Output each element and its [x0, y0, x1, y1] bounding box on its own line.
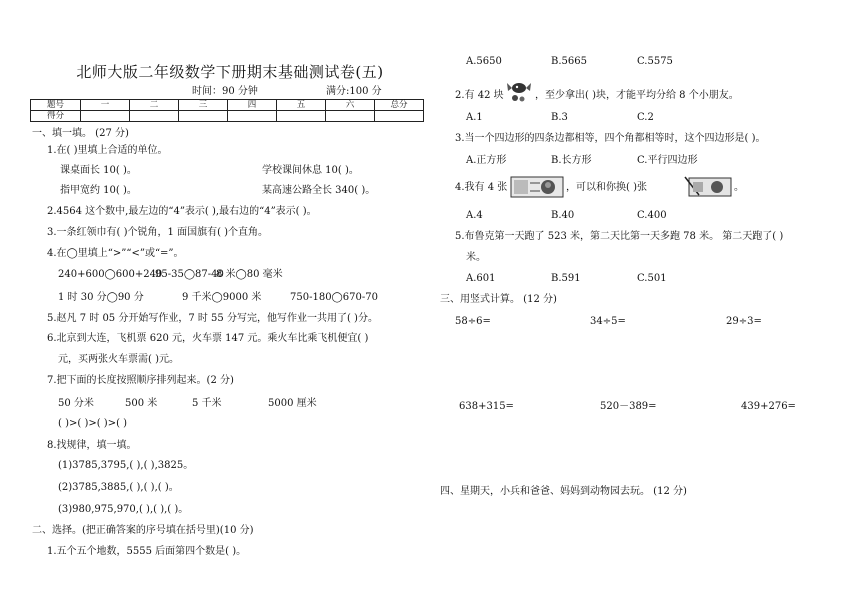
q7-length-3: 5 千米	[192, 398, 222, 409]
q2-1-option-c: C.5575	[637, 56, 673, 67]
score-cell[interactable]	[228, 111, 277, 122]
score-cell[interactable]	[277, 111, 326, 122]
question-1-3: 3.一条红领巾有( )个锐角，1 面国旗有( )个直角。	[47, 227, 269, 238]
q2-4-option-a: A.4	[466, 210, 483, 221]
q4-compare-e: 9 千米◯9000 米	[182, 292, 262, 303]
section-1-heading: 一、填一填。 (27 分)	[32, 128, 129, 139]
section-3-heading: 三、用竖式计算。 (12 分)	[440, 294, 557, 305]
q8-pattern-1: (1)3785,3795,( ),( ),3825。	[58, 460, 194, 471]
q1-blank-a: 课桌面长 10( )。	[60, 165, 137, 176]
calc-item: 520－389=	[600, 401, 657, 412]
score-header-cell: 四	[228, 100, 277, 111]
q1-blank-c: 指甲宽约 10( )。	[60, 185, 137, 196]
question-2-2-pre: 2.有 42 块	[455, 90, 504, 101]
exam-time: 时间：90 分钟	[192, 86, 258, 97]
section-4-heading: 四、星期天，小兵和爸爸、妈妈到动物园去玩。 (12 分)	[440, 486, 687, 497]
question-2-4-end: 。	[734, 182, 744, 193]
q1-blank-b: 学校课间休息 10( )。	[262, 165, 359, 176]
score-cell[interactable]	[81, 111, 130, 122]
question-2-5-cont: 米。	[466, 252, 486, 263]
question-1-5: 5.赵凡 7 时 05 分开始写作业，7 时 55 分写完，他写作业一共用了( )分。	[47, 313, 378, 324]
q8-pattern-2: (2)3785,3885,( ),( ),( )。	[58, 482, 179, 493]
question-1-6: 6.北京到大连，飞机票 620 元，火车票 147 元。乘火车比乘飞机便宜( )	[47, 333, 369, 344]
q4-compare-d: 1 时 30 分◯90 分	[58, 292, 144, 303]
score-header-cell: 五	[277, 100, 326, 111]
score-header-cell: 三	[179, 100, 228, 111]
q7-length-4: 5000 厘米	[268, 398, 317, 409]
question-2-5: 5.布鲁克第一天跑了 523 米，第二天比第一天多跑 78 米。 第二天跑了( )	[455, 231, 784, 242]
score-header-cell: 题号	[31, 100, 81, 111]
score-cell[interactable]	[130, 111, 179, 122]
q2-2-option-a: A.1	[466, 112, 483, 123]
question-1-1: 1.在( )里填上合适的单位。	[47, 145, 168, 156]
calc-item: 58÷6=	[455, 316, 491, 327]
score-header-cell: 六	[326, 100, 375, 111]
q2-2-option-c: C.2	[637, 112, 654, 123]
question-1-7: 7.把下面的长度按照顺序排列起来。(2 分)	[47, 375, 234, 386]
q8-pattern-3: (3)980,975,970,( ),( ),( )。	[58, 504, 189, 515]
q7-length-2: 500 米	[125, 398, 158, 409]
q4-compare-f: 750-180◯670-70	[290, 292, 378, 303]
q7-length-1: 50 分米	[58, 398, 94, 409]
score-row-label: 得分	[31, 111, 81, 122]
q2-3-option-b: B.长方形	[551, 155, 592, 166]
q2-4-option-b: B.40	[551, 210, 575, 221]
q4-compare-a: 240+600◯600+240	[58, 269, 163, 280]
candy-icon	[505, 76, 533, 104]
score-cell[interactable]	[179, 111, 228, 122]
q2-5-option-c: C.501	[637, 273, 667, 284]
q2-2-option-b: B.3	[551, 112, 568, 123]
question-1-2: 2.4564 这个数中,最左边的“4”表示( ),最右边的“4”表示( )。	[47, 206, 317, 217]
q7-order-blanks: ( )>( )>( )>( )	[58, 418, 128, 429]
banknote-icon	[510, 175, 564, 199]
q4-compare-b: 95-35◯87-40	[155, 269, 224, 280]
q2-5-option-a: A.601	[466, 273, 496, 284]
question-1-4: 4.在◯里填上“>”“<”或“=”。	[47, 248, 184, 259]
calc-item: 439+276=	[741, 401, 796, 412]
calc-item: 638+315=	[459, 401, 514, 412]
calc-item: 29÷3=	[726, 316, 762, 327]
q2-5-option-b: B.591	[551, 273, 581, 284]
question-2-2-post: ，至少拿出( )块，才能平均分给 8 个小朋友。	[535, 90, 739, 101]
score-header-cell: 二	[130, 100, 179, 111]
calc-item: 34÷5=	[590, 316, 626, 327]
small-banknote-icon	[683, 175, 733, 199]
exam-full-score: 满分:100 分	[326, 86, 382, 97]
score-table-score-row	[31, 111, 424, 122]
score-cell[interactable]	[326, 111, 375, 122]
question-2-4-pre: 4.我有 4 张	[455, 182, 508, 193]
q2-1-option-b: B.5665	[551, 56, 587, 67]
score-table-header-row	[31, 100, 424, 111]
q2-3-option-c: C.平行四边形	[637, 155, 698, 166]
question-1-6-cont: 元，买两张火车票需( )元。	[58, 354, 179, 365]
question-2-1: 1.五个五个地数，5555 后面第四个数是( )。	[47, 546, 247, 557]
q2-1-option-a: A.5650	[466, 56, 502, 67]
question-1-8: 8.找规律，填一填。	[47, 440, 137, 451]
q4-compare-c: 8 米◯80 毫米	[216, 269, 283, 280]
section-2-heading: 二、选择。(把正确答案的序号填在括号里)(10 分)	[32, 525, 254, 536]
q1-blank-d: 某高速公路全长 340( )。	[262, 185, 376, 196]
q2-4-option-c: C.400	[637, 210, 667, 221]
score-table	[30, 99, 424, 122]
q2-3-option-a: A.正方形	[466, 155, 507, 166]
question-2-4-mid: ，可以和你换( )张	[566, 182, 647, 193]
question-2-3: 3.当一个四边形的四条边都相等，四个角都相等时，这个四边形是( )。	[455, 133, 766, 144]
score-header-cell: 总分	[375, 100, 424, 111]
score-cell[interactable]	[375, 111, 424, 122]
score-header-cell: 一	[81, 100, 130, 111]
exam-title: 北师大版二年级数学下册期末基础测试卷(五)	[76, 63, 384, 81]
